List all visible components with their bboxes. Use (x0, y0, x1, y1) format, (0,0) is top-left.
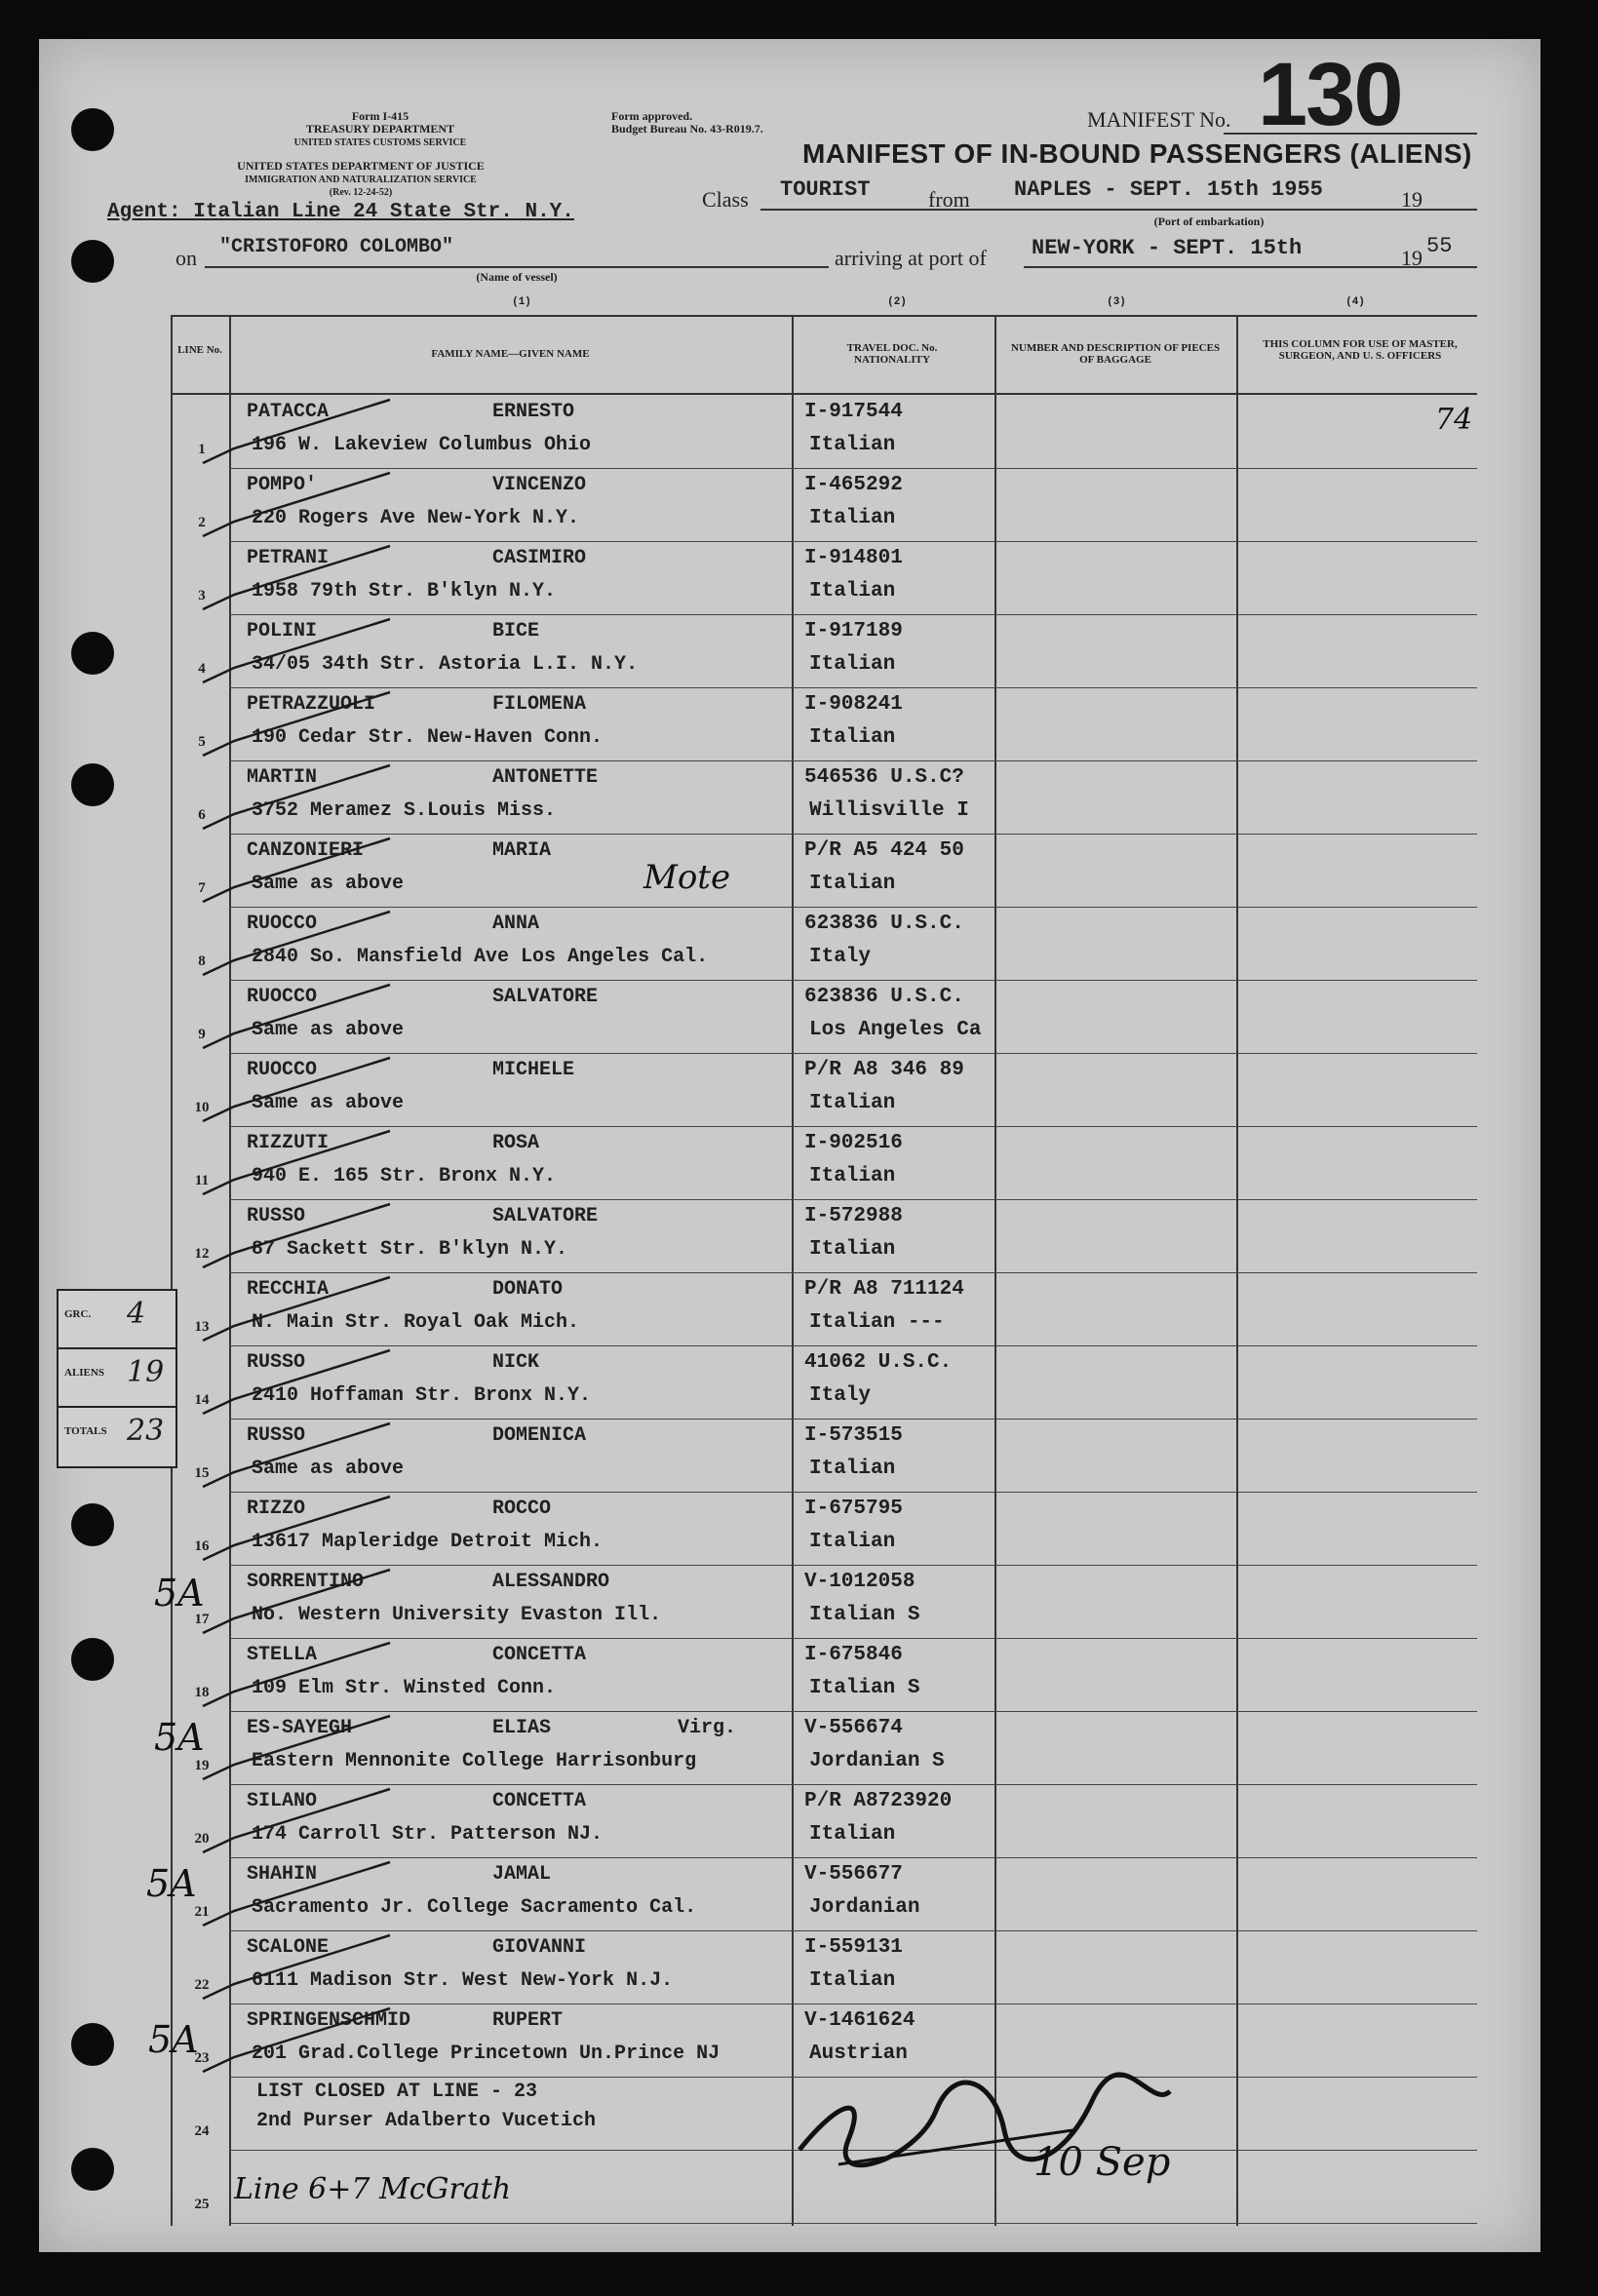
nationality: Los Angeles Ca (809, 1019, 982, 1041)
stub-label: TOTALS (64, 1425, 107, 1437)
nationality: Italian (809, 653, 896, 676)
line-number: 15 (194, 1465, 210, 1481)
family-name: RUSSO (247, 1205, 306, 1227)
given-name: GIOVANNI (492, 1936, 587, 1959)
margin-mark-19: 5A (154, 1716, 205, 1759)
line-number: 12 (194, 1246, 210, 1262)
check-mark (203, 1643, 390, 1706)
given-name: SALVATORE (492, 1205, 599, 1227)
nationality: Italian (809, 1969, 896, 1992)
nationality: Italian (809, 1823, 896, 1846)
line-number: 2 (198, 515, 206, 530)
line-number: 7 (198, 880, 206, 896)
margin-mark-21: 5A (146, 1862, 197, 1905)
nationality: Italian S (809, 1604, 920, 1626)
address: Same as above (252, 873, 405, 895)
family-name: POMPO' (247, 474, 318, 496)
form-approved: Form approved. (611, 109, 693, 123)
address: 2410 Hoffaman Str. Bronx N.Y. (252, 1384, 592, 1407)
nationality: Italian (809, 507, 896, 529)
check-mark (203, 1277, 390, 1341)
bottom-note: Line 6+7 McGrath (234, 2172, 512, 2206)
arrival-port: NEW-YORK - SEPT. 15th (1032, 236, 1303, 260)
address: 13617 Mapleridge Detroit Mich. (252, 1531, 604, 1553)
col-num-4: (4) (1345, 296, 1365, 308)
nationality: Italian (809, 1165, 896, 1187)
address: 109 Elm Str. Winsted Conn. (252, 1677, 557, 1699)
given-name: MARIA (492, 839, 552, 862)
stub-label: GRC. (64, 1308, 92, 1320)
family-name: RUOCCO (247, 1059, 318, 1081)
line-number: 10 (194, 1100, 210, 1115)
signature-date: 10 Sep (1033, 2140, 1171, 2185)
check-mark (203, 1935, 390, 1999)
col-head-baggage: NUMBER AND DESCRIPTION OF PIECES OF BAGGAGE (1010, 342, 1221, 366)
line-number: 6 (198, 807, 206, 823)
family-name: PATACCA (247, 401, 330, 423)
nationality: Italian S (809, 1677, 920, 1699)
check-mark (203, 1716, 390, 1779)
nationality: Italy (809, 1384, 872, 1407)
line-number: 14 (194, 1392, 210, 1408)
address: No. Western University Evaston Ill. (252, 1604, 662, 1626)
arriving-label: arriving at port of (835, 246, 987, 270)
stub-label: ALIENS (64, 1367, 104, 1379)
budget-bureau: Budget Bureau No. 43-R019.7. (611, 122, 763, 136)
address: 87 Sackett Str. B'klyn N.Y. (252, 1238, 568, 1261)
address: 6111 Madison Str. West New-York N.J. (252, 1969, 674, 1992)
travel-doc: 623836 U.S.C. (804, 986, 964, 1008)
travel-doc: 41062 U.S.C. (804, 1351, 953, 1374)
address: 3752 Meramez S.Louis Miss. (252, 799, 557, 822)
from-year: 19 (1401, 187, 1423, 212)
check-mark (203, 838, 390, 902)
given-name: ROSA (492, 1132, 540, 1154)
family-name: RECCHIA (247, 1278, 330, 1301)
travel-doc: I-465292 (804, 474, 903, 496)
line-number: 19 (194, 1758, 210, 1773)
family-name: SILANO (247, 1790, 318, 1812)
ins: IMMIGRATION AND NATURALIZATION SERVICE (245, 175, 477, 185)
nationality: Italian (809, 434, 896, 456)
check-mark (203, 546, 390, 609)
nationality: Jordanian (809, 1896, 920, 1919)
check-mark (203, 1350, 390, 1414)
line-number: 25 (194, 2197, 210, 2212)
line-number: 18 (194, 1685, 210, 1700)
line-number: 1 (198, 442, 206, 457)
line-number: 23 (194, 2050, 210, 2066)
family-name: CANZONIERI (247, 839, 365, 862)
travel-doc: P/R A8 346 89 (804, 1059, 964, 1081)
nationality: Willisville I (809, 799, 969, 822)
family-name: SCALONE (247, 1936, 330, 1959)
address: 220 Rogers Ave New-York N.Y. (252, 507, 580, 529)
travel-doc: P/R A5 424 50 (804, 839, 964, 862)
port-embarkation-caption: (Port of embarkation) (1153, 214, 1265, 228)
address: N. Main Str. Royal Oak Mich. (252, 1311, 580, 1334)
travel-doc: I-914801 (804, 547, 903, 569)
on-label: on (175, 246, 197, 270)
travel-doc: I-675795 (804, 1498, 903, 1520)
given-name: ALESSANDRO (492, 1571, 610, 1593)
given-name: CONCETTA (492, 1644, 587, 1666)
given-name: BICE (492, 620, 540, 642)
travel-doc: V-1012058 (804, 1571, 916, 1593)
justice-dept: UNITED STATES DEPARTMENT OF JUSTICE (237, 159, 485, 173)
family-name: RIZZO (247, 1498, 306, 1520)
purser-note: 2nd Purser Adalberto Vucetich (256, 2110, 597, 2132)
given-name: NICK (492, 1351, 540, 1374)
address: Same as above (252, 1019, 405, 1041)
line-number: 4 (198, 661, 206, 677)
travel-doc: I-908241 (804, 693, 903, 716)
address: Same as above (252, 1458, 405, 1480)
list-closed-note: LIST CLOSED AT LINE - 23 (256, 2081, 538, 2103)
family-name: STELLA (247, 1644, 318, 1666)
given-name: CONCETTA (492, 1790, 587, 1812)
address: 174 Carroll Str. Patterson NJ. (252, 1823, 604, 1846)
given-name: FILOMENA (492, 693, 587, 716)
margin-mark-17: 5A (154, 1572, 205, 1615)
check-mark (203, 912, 390, 975)
nationality: Italian (809, 726, 896, 749)
travel-doc: I-572988 (804, 1205, 903, 1227)
family-name: ES-SAYEGH (247, 1717, 353, 1739)
family-name: RIZZUTI (247, 1132, 330, 1154)
col-num-1: (1) (512, 296, 531, 308)
manifest-no-label: MANIFEST No. (1087, 107, 1231, 132)
check-mark (203, 619, 390, 682)
customs-service: UNITED STATES CUSTOMS SERVICE (293, 137, 467, 148)
line-number: 17 (194, 1612, 210, 1627)
address: 190 Cedar Str. New-Haven Conn. (252, 726, 604, 749)
nationality: Jordanian S (809, 1750, 945, 1772)
check-mark (203, 473, 390, 536)
family-name: RUSSO (247, 1351, 306, 1374)
margin-mark-23: 5A (148, 2018, 199, 2061)
check-mark (203, 1497, 390, 1560)
travel-doc: 623836 U.S.C. (804, 913, 964, 935)
travel-doc: P/R A8723920 (804, 1790, 953, 1812)
given-name: CASIMIRO (492, 547, 587, 569)
check-mark (203, 1204, 390, 1267)
family-name: PETRAZZUOLI (247, 693, 376, 716)
address: 196 W. Lakeview Columbus Ohio (252, 434, 592, 456)
family-name: RUOCCO (247, 986, 318, 1008)
line-number: 3 (198, 588, 206, 603)
line-number: 16 (194, 1538, 210, 1554)
address: Sacramento Jr. College Sacramento Cal. (252, 1896, 697, 1919)
check-mark (203, 692, 390, 756)
form-number: Form I-415 (351, 109, 409, 123)
address-extra: Virg. (678, 1717, 737, 1739)
travel-doc: I-573515 (804, 1424, 903, 1447)
travel-doc: I-559131 (804, 1936, 903, 1959)
address: 940 E. 165 Str. Bronx N.Y. (252, 1165, 557, 1187)
given-name: ERNESTO (492, 401, 575, 423)
check-mark (203, 985, 390, 1048)
vessel-name: "CRISTOFORO COLOMBO" (219, 236, 454, 258)
line-number: 11 (194, 1173, 210, 1188)
col-head-doc: TRAVEL DOC. No. NATIONALITY (846, 342, 938, 366)
travel-doc: I-675846 (804, 1644, 903, 1666)
given-name: ELIAS (492, 1717, 552, 1739)
nationality: Italian (809, 1238, 896, 1261)
line-number: 22 (194, 1977, 210, 1993)
given-name: DOMENICA (492, 1424, 587, 1447)
arrival-year: 55 (1426, 234, 1453, 258)
address: 34/05 34th Str. Astoria L.I. N.Y. (252, 653, 639, 676)
nationality: Italian (809, 1458, 896, 1480)
treasury-dept: TREASURY DEPARTMENT (305, 122, 455, 136)
from-label: from (928, 187, 970, 212)
nationality: Italian (809, 1531, 896, 1553)
line-number: 13 (194, 1319, 210, 1335)
manifest-number: 130 (1258, 45, 1402, 144)
address: 201 Grad.College Princetown Un.Prince NJ (252, 2043, 721, 2065)
col-head-officers: THIS COLUMN FOR USE OF MASTER, SURGEON, AND U. S. OFFICERS (1263, 338, 1458, 362)
check-mark (203, 1131, 390, 1194)
given-name: ANNA (492, 913, 540, 935)
class-value: TOURIST (780, 177, 871, 202)
family-name: SORRENTINO (247, 1571, 365, 1593)
travel-doc: I-917544 (804, 401, 903, 423)
col-head-name: FAMILY NAME—GIVEN NAME (431, 348, 590, 360)
nationality: Italian (809, 1092, 896, 1114)
given-name: VINCENZO (492, 474, 587, 496)
family-name: MARTIN (247, 766, 318, 789)
travel-doc: V-556674 (804, 1717, 903, 1739)
manifest-title: MANIFEST OF IN-BOUND PASSENGERS (ALIENS) (802, 138, 1472, 169)
stub-value: 23 (127, 1414, 165, 1448)
revision: (Rev. 12-24-52) (329, 187, 393, 198)
line-number: 20 (194, 1831, 210, 1847)
line-number: 24 (194, 2123, 210, 2139)
nationality: Italy (809, 946, 872, 968)
mote-note: Mote (643, 858, 731, 897)
given-name: DONATO (492, 1278, 564, 1301)
check-mark (203, 1789, 390, 1852)
family-name: POLINI (247, 620, 318, 642)
family-name: PETRANI (247, 547, 330, 569)
check-mark (203, 765, 390, 829)
family-name: RUOCCO (247, 913, 318, 935)
check-mark (203, 400, 390, 463)
check-mark (203, 1570, 390, 1633)
nationality: Italian --- (809, 1311, 945, 1334)
travel-doc: V-1461624 (804, 2009, 916, 2032)
stub-value: 4 (127, 1297, 146, 1331)
address: Same as above (252, 1092, 405, 1114)
vessel-caption: (Name of vessel) (476, 270, 558, 284)
line-number: 21 (194, 1904, 210, 1920)
nationality: Austrian (809, 2043, 908, 2065)
given-name: ROCCO (492, 1498, 552, 1520)
agent: Agent: Italian Line 24 State Str. N.Y. (107, 201, 574, 223)
stub-value: 19 (127, 1355, 165, 1389)
travel-doc: I-917189 (804, 620, 903, 642)
given-name: JAMAL (492, 1863, 552, 1886)
family-name: SPRINGENSCHMID (247, 2009, 411, 2032)
col-num-3: (3) (1107, 296, 1126, 308)
line-number: 5 (198, 734, 206, 750)
officer-note: 74 (1435, 403, 1473, 437)
from-value: NAPLES - SEPT. 15th 1955 (1014, 177, 1323, 202)
col-head-line-no: LINE No. (177, 344, 222, 356)
nationality: Italian (809, 873, 896, 895)
line-number: 9 (198, 1027, 206, 1042)
nationality: Italian (809, 580, 896, 603)
family-name: RUSSO (247, 1424, 306, 1447)
family-name: SHAHIN (247, 1863, 318, 1886)
check-mark (203, 1862, 390, 1926)
col-num-2: (2) (887, 296, 907, 308)
given-name: SALVATORE (492, 986, 599, 1008)
address: 1958 79th Str. B'klyn N.Y. (252, 580, 557, 603)
line-number: 8 (198, 953, 206, 969)
given-name: RUPERT (492, 2009, 564, 2032)
address: 2840 So. Mansfield Ave Los Angeles Cal. (252, 946, 709, 968)
check-mark (203, 1058, 390, 1121)
travel-doc: I-902516 (804, 1132, 903, 1154)
travel-doc: P/R A8 711124 (804, 1278, 964, 1301)
given-name: MICHELE (492, 1059, 575, 1081)
check-mark (203, 1423, 390, 1487)
travel-doc: 546536 U.S.C? (804, 766, 964, 789)
arrival-year-prefix: 19 (1401, 246, 1423, 270)
class-label: Class (702, 187, 749, 212)
address: Eastern Mennonite College Harrisonburg (252, 1750, 697, 1772)
given-name: ANTONETTE (492, 766, 599, 789)
travel-doc: V-556677 (804, 1863, 903, 1886)
check-mark (203, 2008, 390, 2072)
